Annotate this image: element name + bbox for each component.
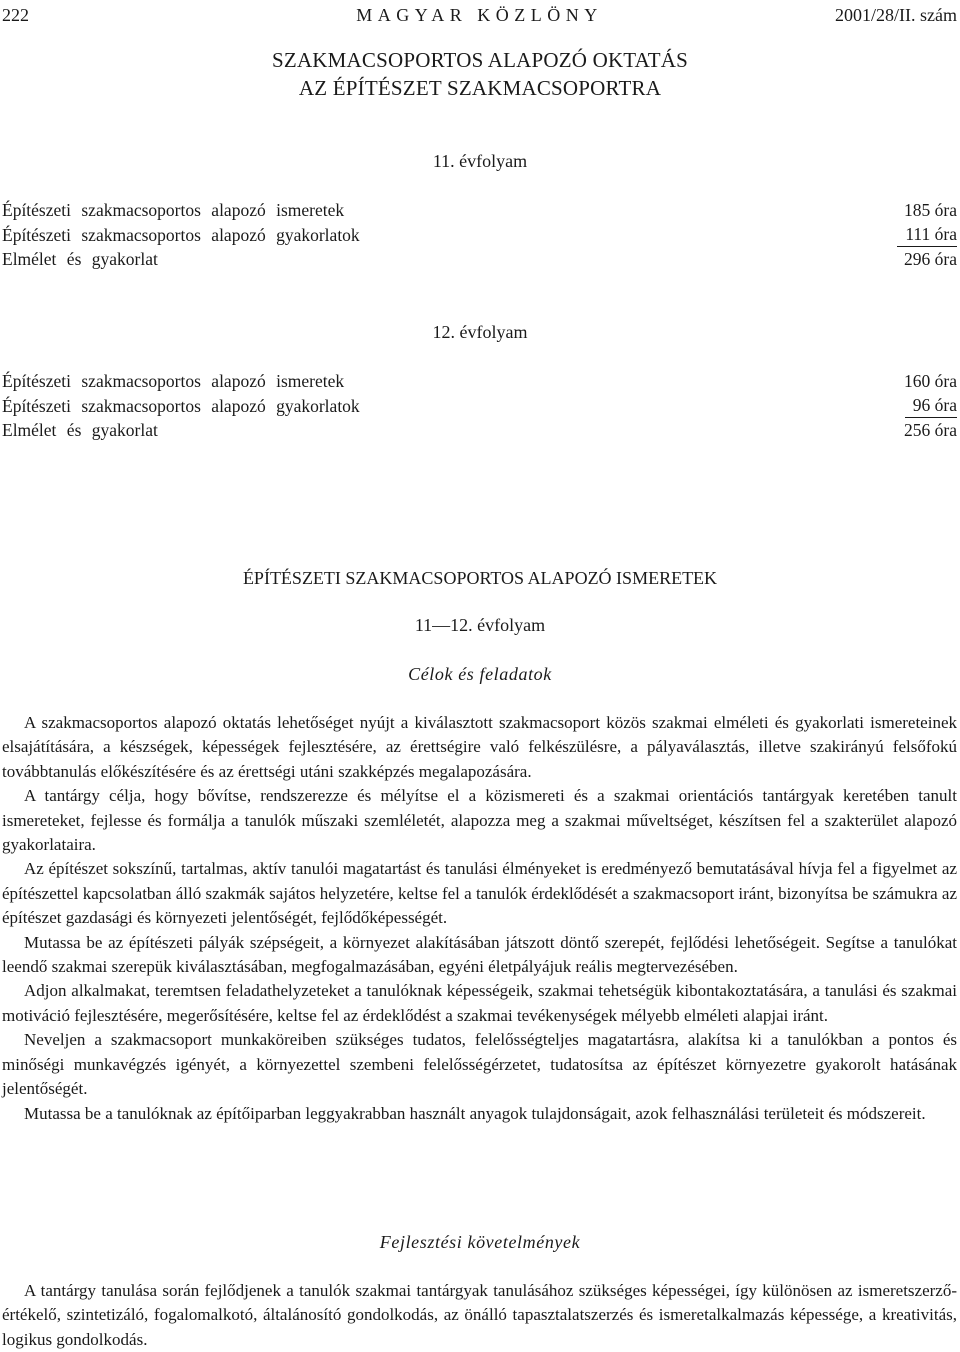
hours-row [2,223,957,248]
subject-hours: 185 óra [904,200,957,220]
subject-name: Elmélet és gyakorlat [2,249,158,269]
journal-name: MAGYAR KÖZLÖNY [356,5,603,25]
paragraph: Az építészet sokszínű, tartalmas, aktív tanulói magatartást és tanulási élményeket is eredményező bemutatásával hívja fel a figyelmet az építészettel kapcsolatban álló szakmák sajátos helyzetére, keltse fel a tanulók érdeklődését a szakmacsoport iránt, bizonyítsa be számukra az építészet gazdasági és környezeti jelentőségét, fejlődőképességét. [2,859,957,928]
hours-row [2,369,957,394]
paragraph: Neveljen a szakmacsoport munkaköreiben szükséges tudatos, felelősségteljes magatartásra, alakítsa ki a tanulókban a pontos és minőségi munkavégzés igényét, a környezettel szembeni felelősségérzetet, tudatosítsa az építészet környezetre gyakorolt hatásának jelentőségét. [2,1030,957,1099]
subject-hours: 256 óra [904,420,957,440]
hours-row-total [2,247,957,272]
goals-text [2,711,957,1126]
paragraph: Mutassa be az építészeti pályák szépségeit, a környezet alakításában játszott döntő szerepét, fejlődési lehetőségeit. Segítse a tanulókat leendő szakmai szerepük kiválasztásában, megfogalmazásában, egyéni életpályájuk reális megtervezésében. [2,932,957,977]
requirements-text [2,1279,957,1352]
hours-row-total [2,418,957,443]
grade-11-heading: 11. évfolyam [432,151,528,171]
grade-12-hours-table [2,369,957,443]
subject-name: Elmélet és gyakorlat [2,420,158,440]
paragraph: A tantárgy célja, hogy bővítse, rendszerezze és mélyítse el a közismereti és a szakmai orientációs tantárgyak keretében tanult ismereteket, fejlesse és formálja a tanulók műszaki szemléletét, alapozza meg a szakmai műveltséget, készítsen fel a szakterület alapozó gyakorlataira. [2,786,957,855]
title-line-2: AZ ÉPÍTÉSZET SZAKMACSOPORTRA [298,76,662,100]
hours-row [2,198,957,223]
subject-name: Építészeti szakmacsoportos alapozó ismeretek [2,371,345,391]
goals-heading: Célok és feladatok [408,664,552,684]
grade-12-heading: 12. évfolyam [432,322,528,342]
section-title: ÉPÍTÉSZETI SZAKMACSOPORTOS ALAPOZÓ ISMERETEK [242,568,718,588]
subject-name: Építészeti szakmacsoportos alapozó ismeretek [2,200,345,220]
issue-number: 2001/28/II. szám [835,5,957,25]
requirements-heading: Fejlesztési követelmények [379,1232,581,1252]
page-header [2,3,957,27]
subject-hours: 296 óra [904,249,957,269]
subject-hours: 160 óra [904,371,957,391]
subject-hours: 96 óra [905,394,957,418]
paragraph: Mutassa be a tanulóknak az építőiparban leggyakrabban használt anyagok tulajdonságait, azok felhasználási területeit és módszereit. [24,1103,926,1123]
hours-row [2,394,957,419]
paragraph: A tantárgy tanulása során fejlődjenek a tanulók szakmai tantárgyak tanulásához szükséges képességei, így különösen az ismeretszerző-értékelő, szintetizáló, fogalomalkotó, általánosító gondolkodás, az önálló tapasztalatszerzés és ismeretalkalmazás képessége, a kreativitás, logikus gondolkodás. [2,1281,957,1349]
document-title [0,46,960,102]
subject-name: Építészeti szakmacsoportos alapozó gyakorlatok [2,395,360,416]
subject-hours: 111 óra [897,223,957,247]
page-number: 222 [2,5,29,25]
subject-name: Építészeti szakmacsoportos alapozó gyakorlatok [2,224,360,245]
grade-11-hours-table [2,198,957,272]
title-line-1: SZAKMACSOPORTOS ALAPOZÓ OKTATÁS [272,48,688,72]
paragraph: Adjon alkalmakat, teremtsen feladathelyzeteket a tanulóknak képességeik, szakmai tehetségük kibontakoztatására, a tanulási és szakmai motiváció fejlesztésére, megerősítésére, keltse fel az érdeklődést a szakmai tevékenységek mélyebb elméleti alapjai iránt. [2,981,957,1025]
paragraph: A szakmacsoportos alapozó oktatás lehetőséget nyújt a kiválasztott szakmacsoport közös szakmai elméleti és gyakorlati ismereteinek elsajátítására, a készségek, képességek fejlesztésére, az érettségire való felkészülésre, a pályaválasztás, illetve szakirányú felsőfokú továbbtanulás előkészítésére és az érettségi utáni szakképzés megalapozására. [2,713,957,781]
section-grades: 11—12. évfolyam [414,615,546,635]
